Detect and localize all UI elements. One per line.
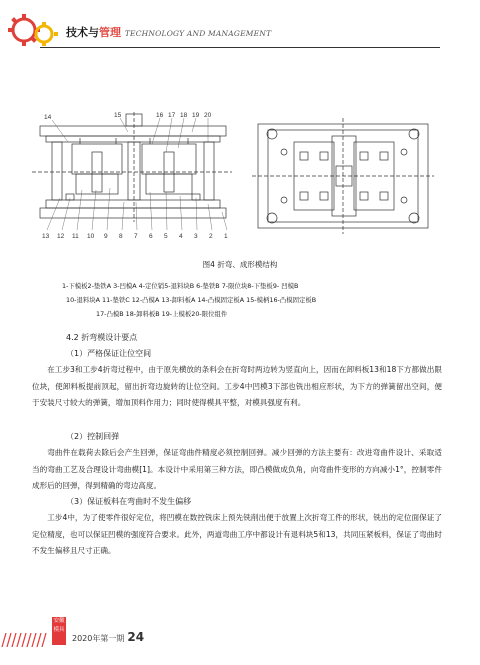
header-rule [40,47,440,48]
legend-line-1: 1-下模板2-垫铁A 3-凹模A 4-定位销5-退料块B 6-垫铁B 7-限位块8-下垫板9- 凹模B [62,282,299,290]
label-7: 7 [134,233,138,240]
footer-logo-line-1: 安徽 [53,618,65,624]
label-8: 8 [119,233,123,240]
issue-label: 2020年第一期 [72,634,125,643]
page-number: 24 [127,630,145,644]
journal-title [66,24,271,40]
paragraph-1: 在工步3和工步4折弯过程中，由于原先横放的条料会在折弯时两边转为竖直向上，因而在卸料板13和18下方都做出限位块，使卸料板提前顶起，留出折弯边旋转的让位空间。工步4中凹模3下部也铣出相应形状，为下方的弹簧留出空间，便于安装尺寸较大的弹簧，增加顶料作用力；同时使得模具平整，对模具强度有利。 [32,365,442,407]
label-16: 16 [156,112,164,119]
paragraph-3: 工步4中，为了使零件很好定位，将凹模在数控铣床上预先铣削出便于放置上次折弯工件的形状，铣出的定位面保证了定位精度，也可以保证凹模的强度符合要求。此外，两道弯曲工序中都设计有退料块5和13，共同压紧板料，保证了弯曲时不发生偏移且尺寸正确。 [32,513,442,555]
label-2: 2 [209,233,213,240]
legend-line-2: 10-退料块A 11-垫铁C 12-凸模A 13-卸料板A 14-凸模固定板A 15-模柄16-凸模固定板B [66,296,317,304]
label-20: 20 [204,112,212,119]
legend-line-3: 17-凸模B 18-卸料板B 19-上模板20-限位组件 [96,310,228,318]
front-view-drawing [32,112,232,222]
label-4: 4 [179,233,183,240]
label-17: 17 [168,112,176,119]
label-15: 15 [114,112,122,119]
gear-logo-icon [6,10,68,52]
top-view-drawing [252,118,434,234]
label-11: 11 [72,233,79,240]
footer-logo-line-2: 模具 [53,627,65,633]
journal-cn-1: 技术与 [66,26,99,39]
footer-logo [52,617,66,645]
section-title: 4.2 折弯模设计要点 [66,333,138,342]
paragraph-2: 弯曲件在载荷去除后会产生回弹，保证弯曲件精度必须控制回弹。减少回弹的方法主要有：改进弯曲件设计、采取适当的弯曲工艺及合理设计弯曲模[1]。本设计中采用第三种方法，即凸模做成负角，向弯曲件变形的方向减小1°，控制零件成形后的回弹，得到精确的弯边高度。 [32,448,442,490]
subsection-2: （2）控制回弹 [66,432,120,441]
subsection-3: （3）保证板料在弯曲时不发生偏移 [66,497,192,506]
journal-cn-2: 管理 [99,26,121,39]
die-structure-figure [32,112,448,248]
leader-lines-top [52,118,208,152]
label-18: 18 [180,112,188,119]
label-3: 3 [194,233,198,240]
label-5: 5 [164,233,168,240]
footer-issue [72,630,144,644]
label-19: 19 [192,112,200,119]
label-10: 10 [87,233,95,240]
label-6: 6 [149,233,153,240]
figure-caption: 图4 折弯、成形模结构 [202,260,278,269]
label-1: 1 [224,233,228,240]
subsection-1: （1）严格保证让位空间 [66,349,152,358]
footer-stripes-decoration [0,633,48,647]
label-12: 12 [57,233,65,240]
label-14: 14 [44,114,52,121]
label-13: 13 [42,233,50,240]
journal-en: TECHNOLOGY AND MANAGEMENT [124,29,272,38]
label-9: 9 [104,233,108,240]
